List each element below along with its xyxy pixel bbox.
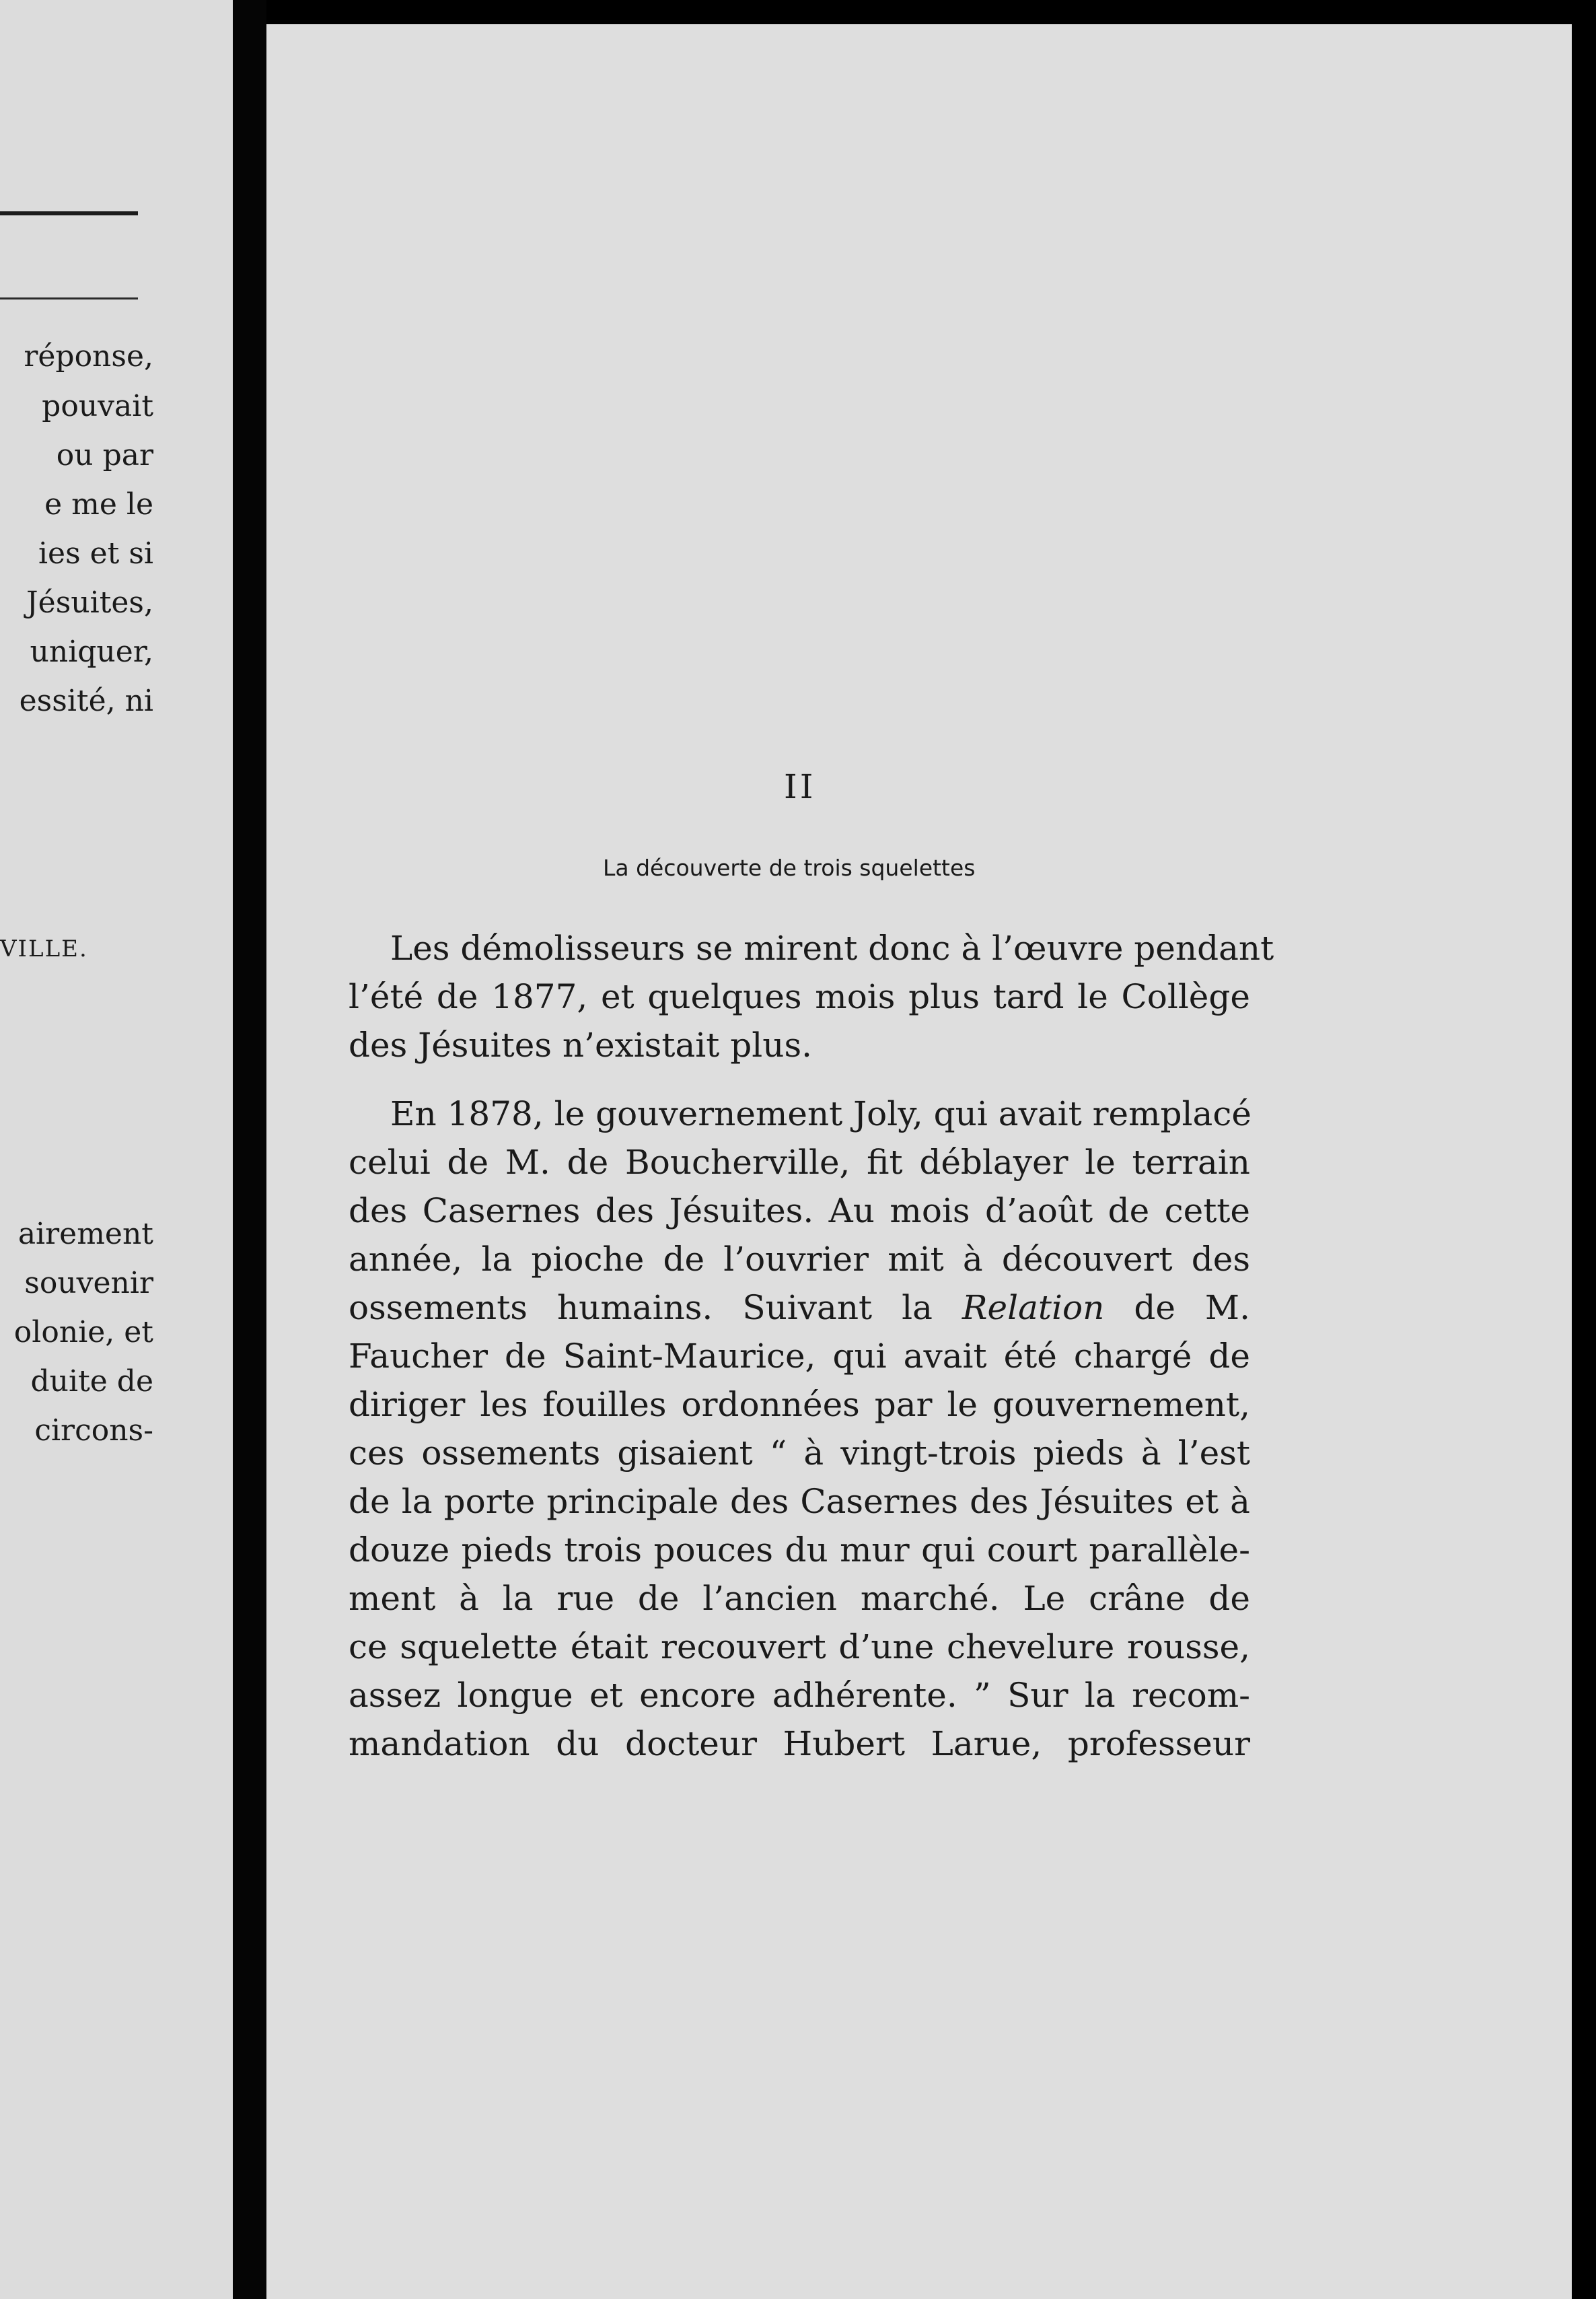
paragraph-1-line: l’été de 1877, et quelques mois plus tard le Collège <box>349 977 1250 1016</box>
paragraph-2-line: assez longue et encore adhérente. ” Sur la recom- <box>349 1676 1250 1715</box>
line-text-end: de M. <box>1104 1288 1250 1327</box>
left-text-line: réponse, <box>24 339 153 374</box>
paragraph-2-line: diriger les fouilles ordonnées par le gouvernement, <box>349 1385 1250 1424</box>
left-text-line: uniquer, <box>30 635 153 669</box>
paragraph-2-line: mandation du docteur Hubert Larue, professeur <box>349 1724 1250 1763</box>
paragraph-2-line: Faucher de Saint-Maurice, qui avait été chargé de <box>349 1337 1250 1376</box>
left-text-line: essité, ni <box>19 684 153 718</box>
paragraph-2-line: celui de M. de Boucherville, fit déblayer le terrain <box>349 1143 1250 1182</box>
chapter-number: II <box>784 767 816 806</box>
paragraph-2-line: de la porte principale des Casernes des Jésuites et à <box>349 1482 1250 1521</box>
paragraph-1-line: Les démolisseurs se mirent donc à l’œuvre pendant <box>390 929 1274 968</box>
left-text-line: souvenir <box>24 1266 153 1300</box>
paragraph-2-line <box>349 1288 1250 1327</box>
line-text-start: ossements humains. Suivant la <box>349 1288 962 1327</box>
left-page-fragment <box>0 0 233 2299</box>
paragraph-2-line: En 1878, le gouvernement Joly, qui avait remplacé <box>390 1094 1252 1133</box>
divider-rule <box>0 297 138 299</box>
book-gutter <box>233 0 266 2299</box>
left-text-line: duite de <box>30 1364 153 1399</box>
left-text-line: airement <box>17 1217 153 1251</box>
relation-title-italic: Relation <box>962 1288 1105 1327</box>
left-text-line: pouvait <box>42 389 153 423</box>
paragraph-2-line: des Casernes des Jésuites. Au mois d’août de cette <box>349 1191 1250 1230</box>
paragraph-2-line: année, la pioche de l’ouvrier mit à découvert des <box>349 1240 1250 1279</box>
chapter-title: La découverte de trois squelettes <box>603 855 976 881</box>
paragraph-2-line: ce squelette était recouvert d’une chevelure rousse, <box>349 1627 1250 1666</box>
left-text-line: e me le <box>44 487 153 522</box>
left-text-line: Jésuites, <box>26 586 153 620</box>
signature-fragment: VILLE. <box>0 935 88 962</box>
paragraph-1-line: des Jésuites n’existait plus. <box>349 1026 813 1065</box>
paragraph-2-line: ment à la rue de l’ancien marché. Le crâne de <box>349 1579 1250 1618</box>
left-text-line: olonie, et <box>13 1315 153 1349</box>
paragraph-2-line: ces ossements gisaient “ à vingt-trois pieds à l’est <box>349 1434 1250 1473</box>
left-text-line: ies et si <box>38 536 153 571</box>
left-text-line: ou par <box>56 438 153 472</box>
left-text-line: circons- <box>34 1413 153 1448</box>
top-rule <box>0 211 138 215</box>
paragraph-2-line: douze pieds trois pouces du mur qui court parallèle- <box>349 1530 1250 1569</box>
